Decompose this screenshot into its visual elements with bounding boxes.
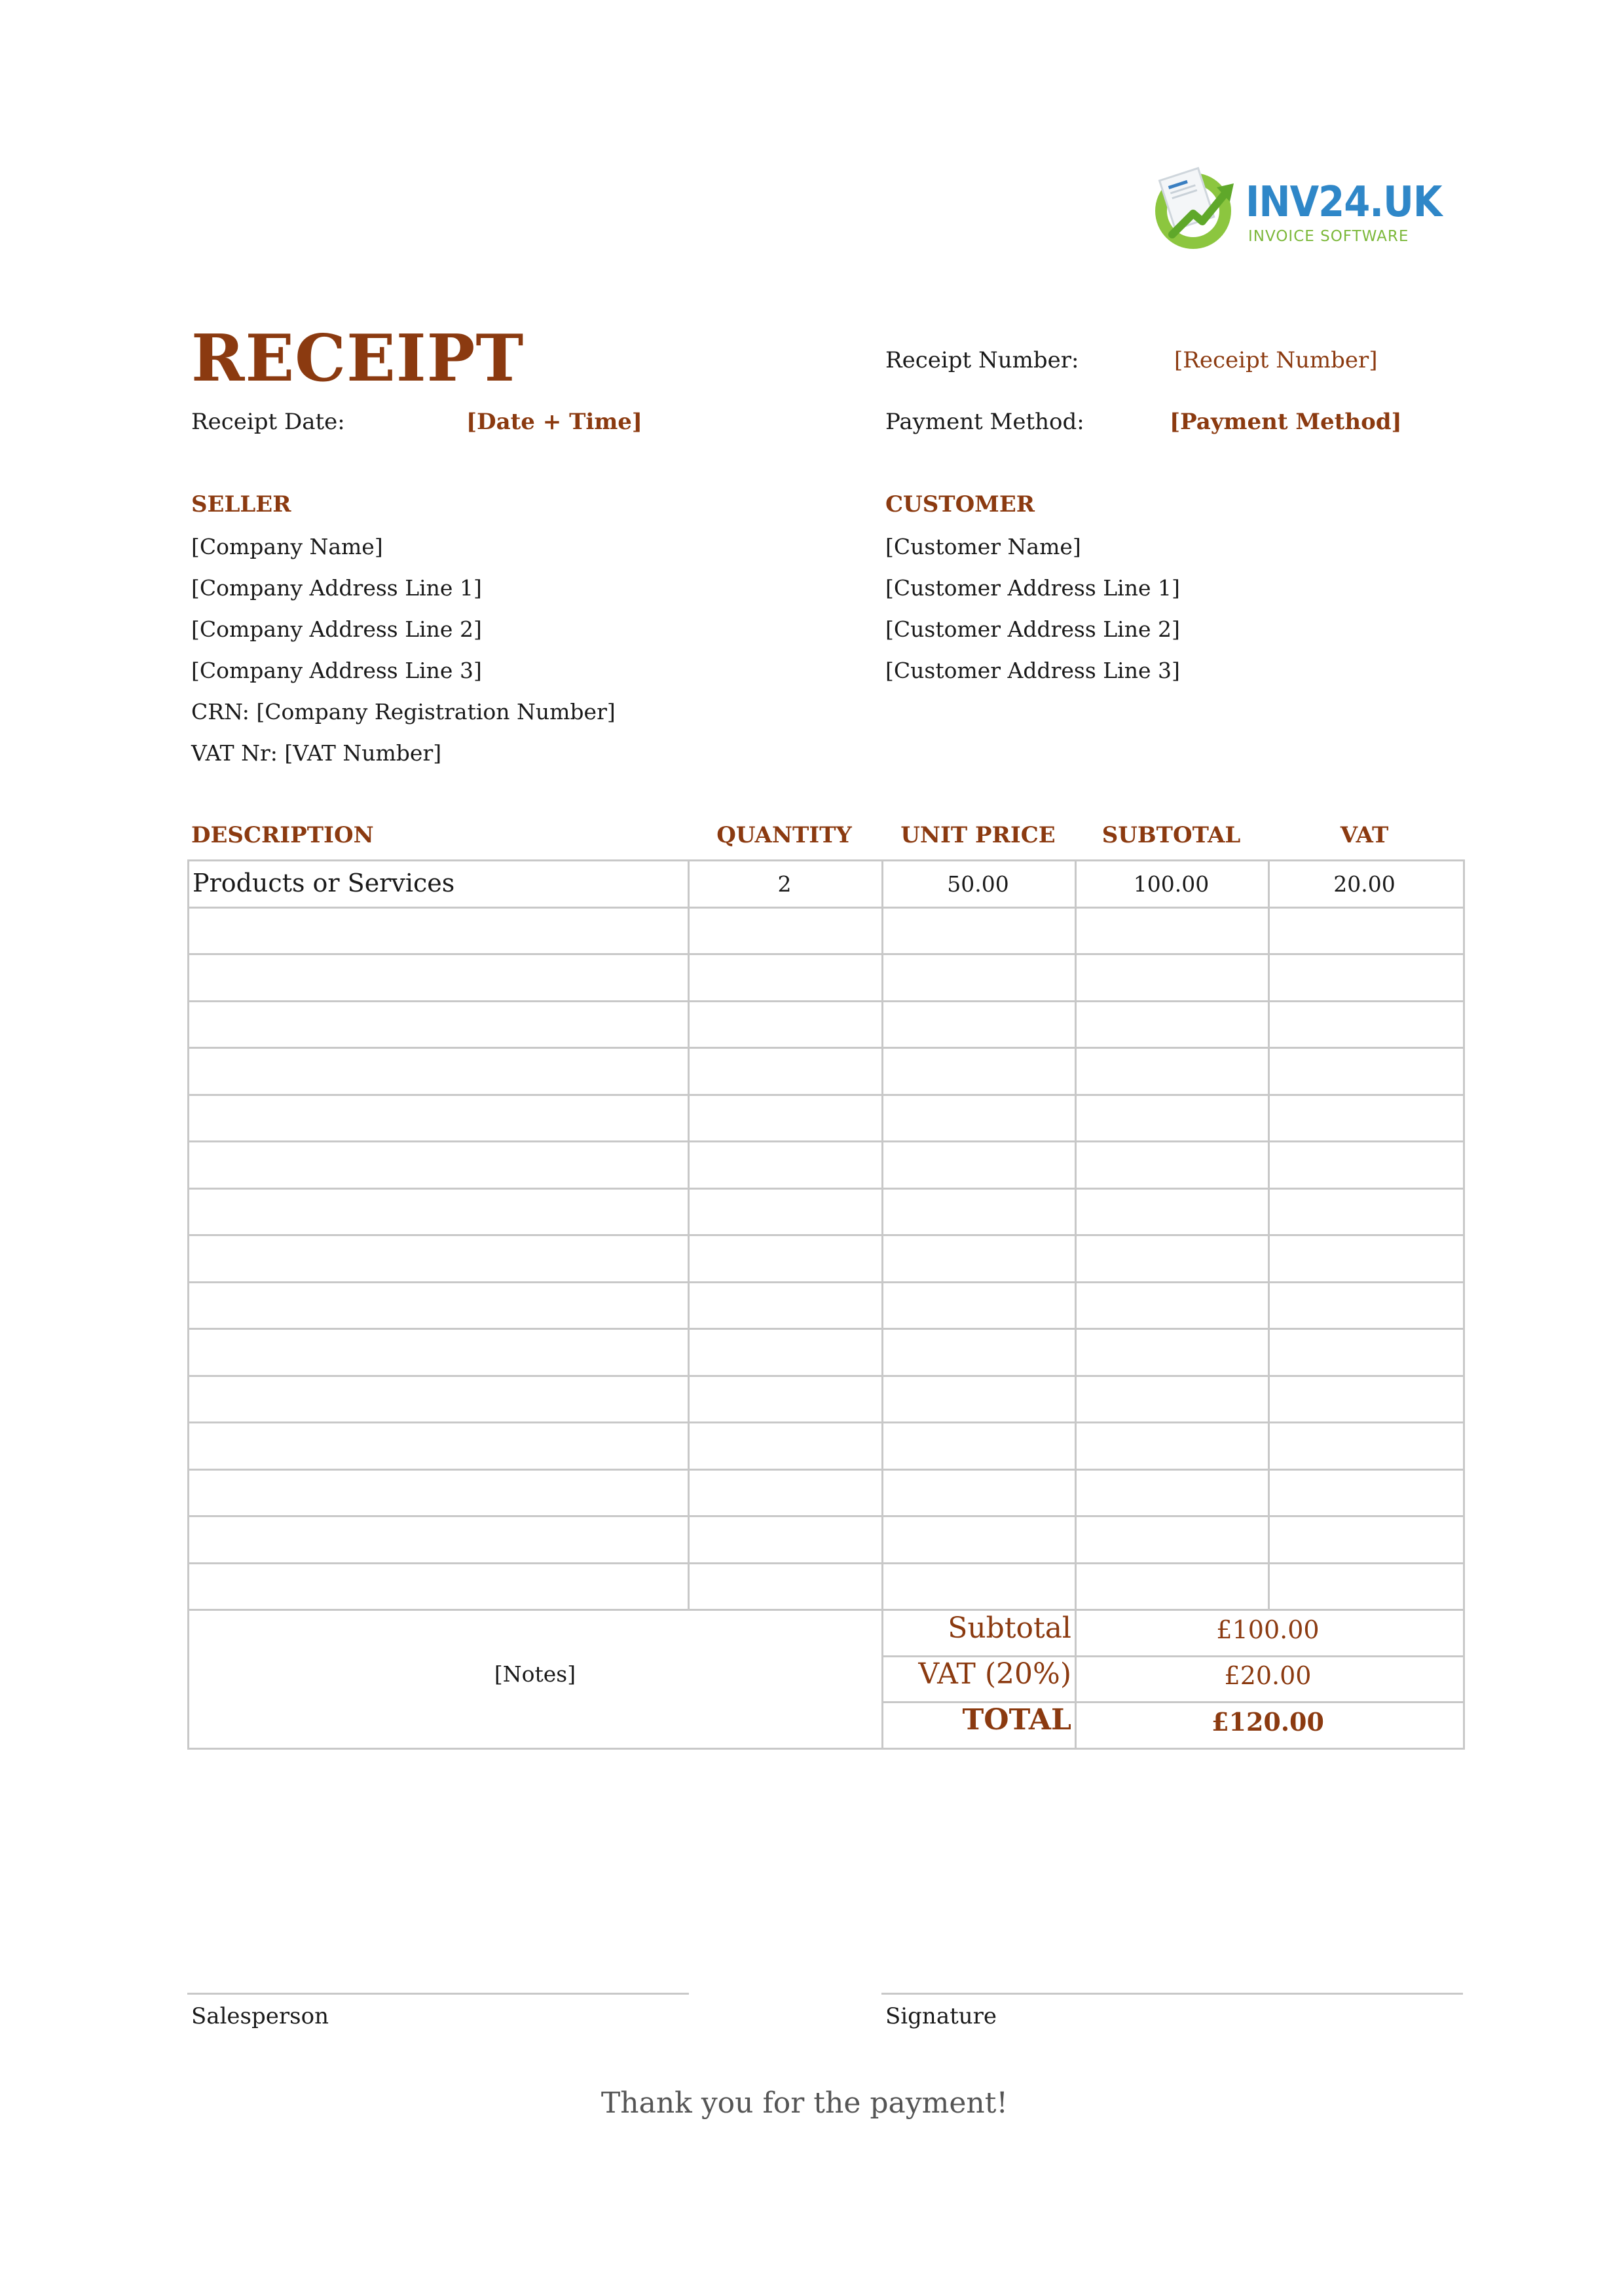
payment-method-value: [Payment Method] [1170, 409, 1402, 435]
payment-method-label: Payment Method: [885, 409, 1084, 435]
seller-company-name: [Company Name] [191, 534, 383, 559]
total-value: £120.00 [1211, 1707, 1324, 1737]
table-row-line [187, 1234, 1465, 1236]
customer-name: [Customer Name] [885, 534, 1081, 559]
vat-value: £20.00 [1224, 1661, 1312, 1690]
thank-you-message: Thank you for the payment! [601, 2086, 1008, 2120]
seller-address-block [191, 526, 616, 774]
row-1-subtotal: 100.00 [1133, 871, 1210, 897]
table-row-line [187, 859, 1465, 861]
table-row-line [187, 1562, 1465, 1564]
table-column-line [1075, 859, 1077, 1609]
table-left-border [187, 859, 189, 1748]
col-header-unit-price: UNIT PRICE [900, 822, 1056, 848]
customer-address-line-1: [Customer Address Line 1] [885, 575, 1180, 601]
table-row-line [187, 1140, 1465, 1142]
table-row-line [187, 1188, 1465, 1190]
table-row-line [187, 1515, 1465, 1517]
table-row-line [187, 1094, 1465, 1096]
row-1-description: Products or Services [193, 869, 455, 897]
receipt-number-value: [Receipt Number] [1174, 347, 1378, 373]
table-right-border [1463, 859, 1465, 1748]
signature-label: Signature [885, 2003, 997, 2029]
table-row-line [187, 1328, 1465, 1330]
col-header-vat: VAT [1340, 822, 1389, 848]
table-row-line [187, 1469, 1465, 1471]
logo-brand-text: INV24.UK [1246, 178, 1442, 227]
seller-address-line-2: [Company Address Line 2] [191, 616, 482, 642]
logo-mark-icon [1153, 164, 1244, 255]
table-row-line [187, 1000, 1465, 1002]
subtotal-value: £100.00 [1216, 1615, 1320, 1644]
summary-divider [881, 1609, 883, 1748]
table-row-line [187, 1281, 1465, 1283]
row-1-quantity: 2 [777, 871, 792, 897]
page-title: RECEIPT [191, 321, 525, 396]
customer-address-line-3: [Customer Address Line 3] [885, 658, 1180, 683]
vat-label: VAT (20%) [918, 1657, 1071, 1691]
seller-heading: SELLER [191, 491, 291, 518]
receipt-date-label: Receipt Date: [191, 409, 345, 435]
total-label: TOTAL [962, 1703, 1071, 1737]
table-column-line [1268, 859, 1270, 1609]
customer-heading: CUSTOMER [885, 491, 1035, 518]
receipt-date-value: [Date + Time] [466, 409, 643, 435]
subtotal-label: Subtotal [948, 1611, 1071, 1645]
table-row-line [187, 1375, 1465, 1377]
table-column-line [688, 859, 690, 1609]
table-bottom-line [187, 1748, 1465, 1750]
row-1-vat: 20.00 [1333, 871, 1396, 897]
signature-line [881, 1993, 1463, 1995]
salesperson-label: Salesperson [191, 2003, 329, 2029]
seller-vat-number: VAT Nr: [VAT Number] [191, 740, 442, 766]
notes-text: [Notes] [494, 1661, 576, 1687]
table-row-line [187, 1421, 1465, 1423]
col-header-subtotal: SUBTOTAL [1101, 822, 1241, 848]
row-1-unit-price: 50.00 [947, 871, 1009, 897]
col-header-quantity: QUANTITY [716, 822, 852, 848]
customer-address-block [885, 526, 1180, 691]
seller-address-line-1: [Company Address Line 1] [191, 575, 482, 601]
seller-crn: CRN: [Company Registration Number] [191, 699, 616, 725]
table-row-line [187, 1609, 1465, 1611]
company-logo [1153, 164, 1442, 255]
customer-address-line-2: [Customer Address Line 2] [885, 616, 1180, 642]
col-header-description: DESCRIPTION [191, 822, 374, 848]
seller-address-line-3: [Company Address Line 3] [191, 658, 482, 683]
receipt-number-label: Receipt Number: [885, 347, 1079, 373]
table-column-line [881, 859, 883, 1609]
logo-tagline: INVOICE SOFTWARE [1248, 228, 1409, 245]
table-row-line [187, 953, 1465, 955]
salesperson-line [187, 1993, 689, 1995]
table-row-line [187, 1047, 1465, 1049]
table-row-line [187, 907, 1465, 909]
